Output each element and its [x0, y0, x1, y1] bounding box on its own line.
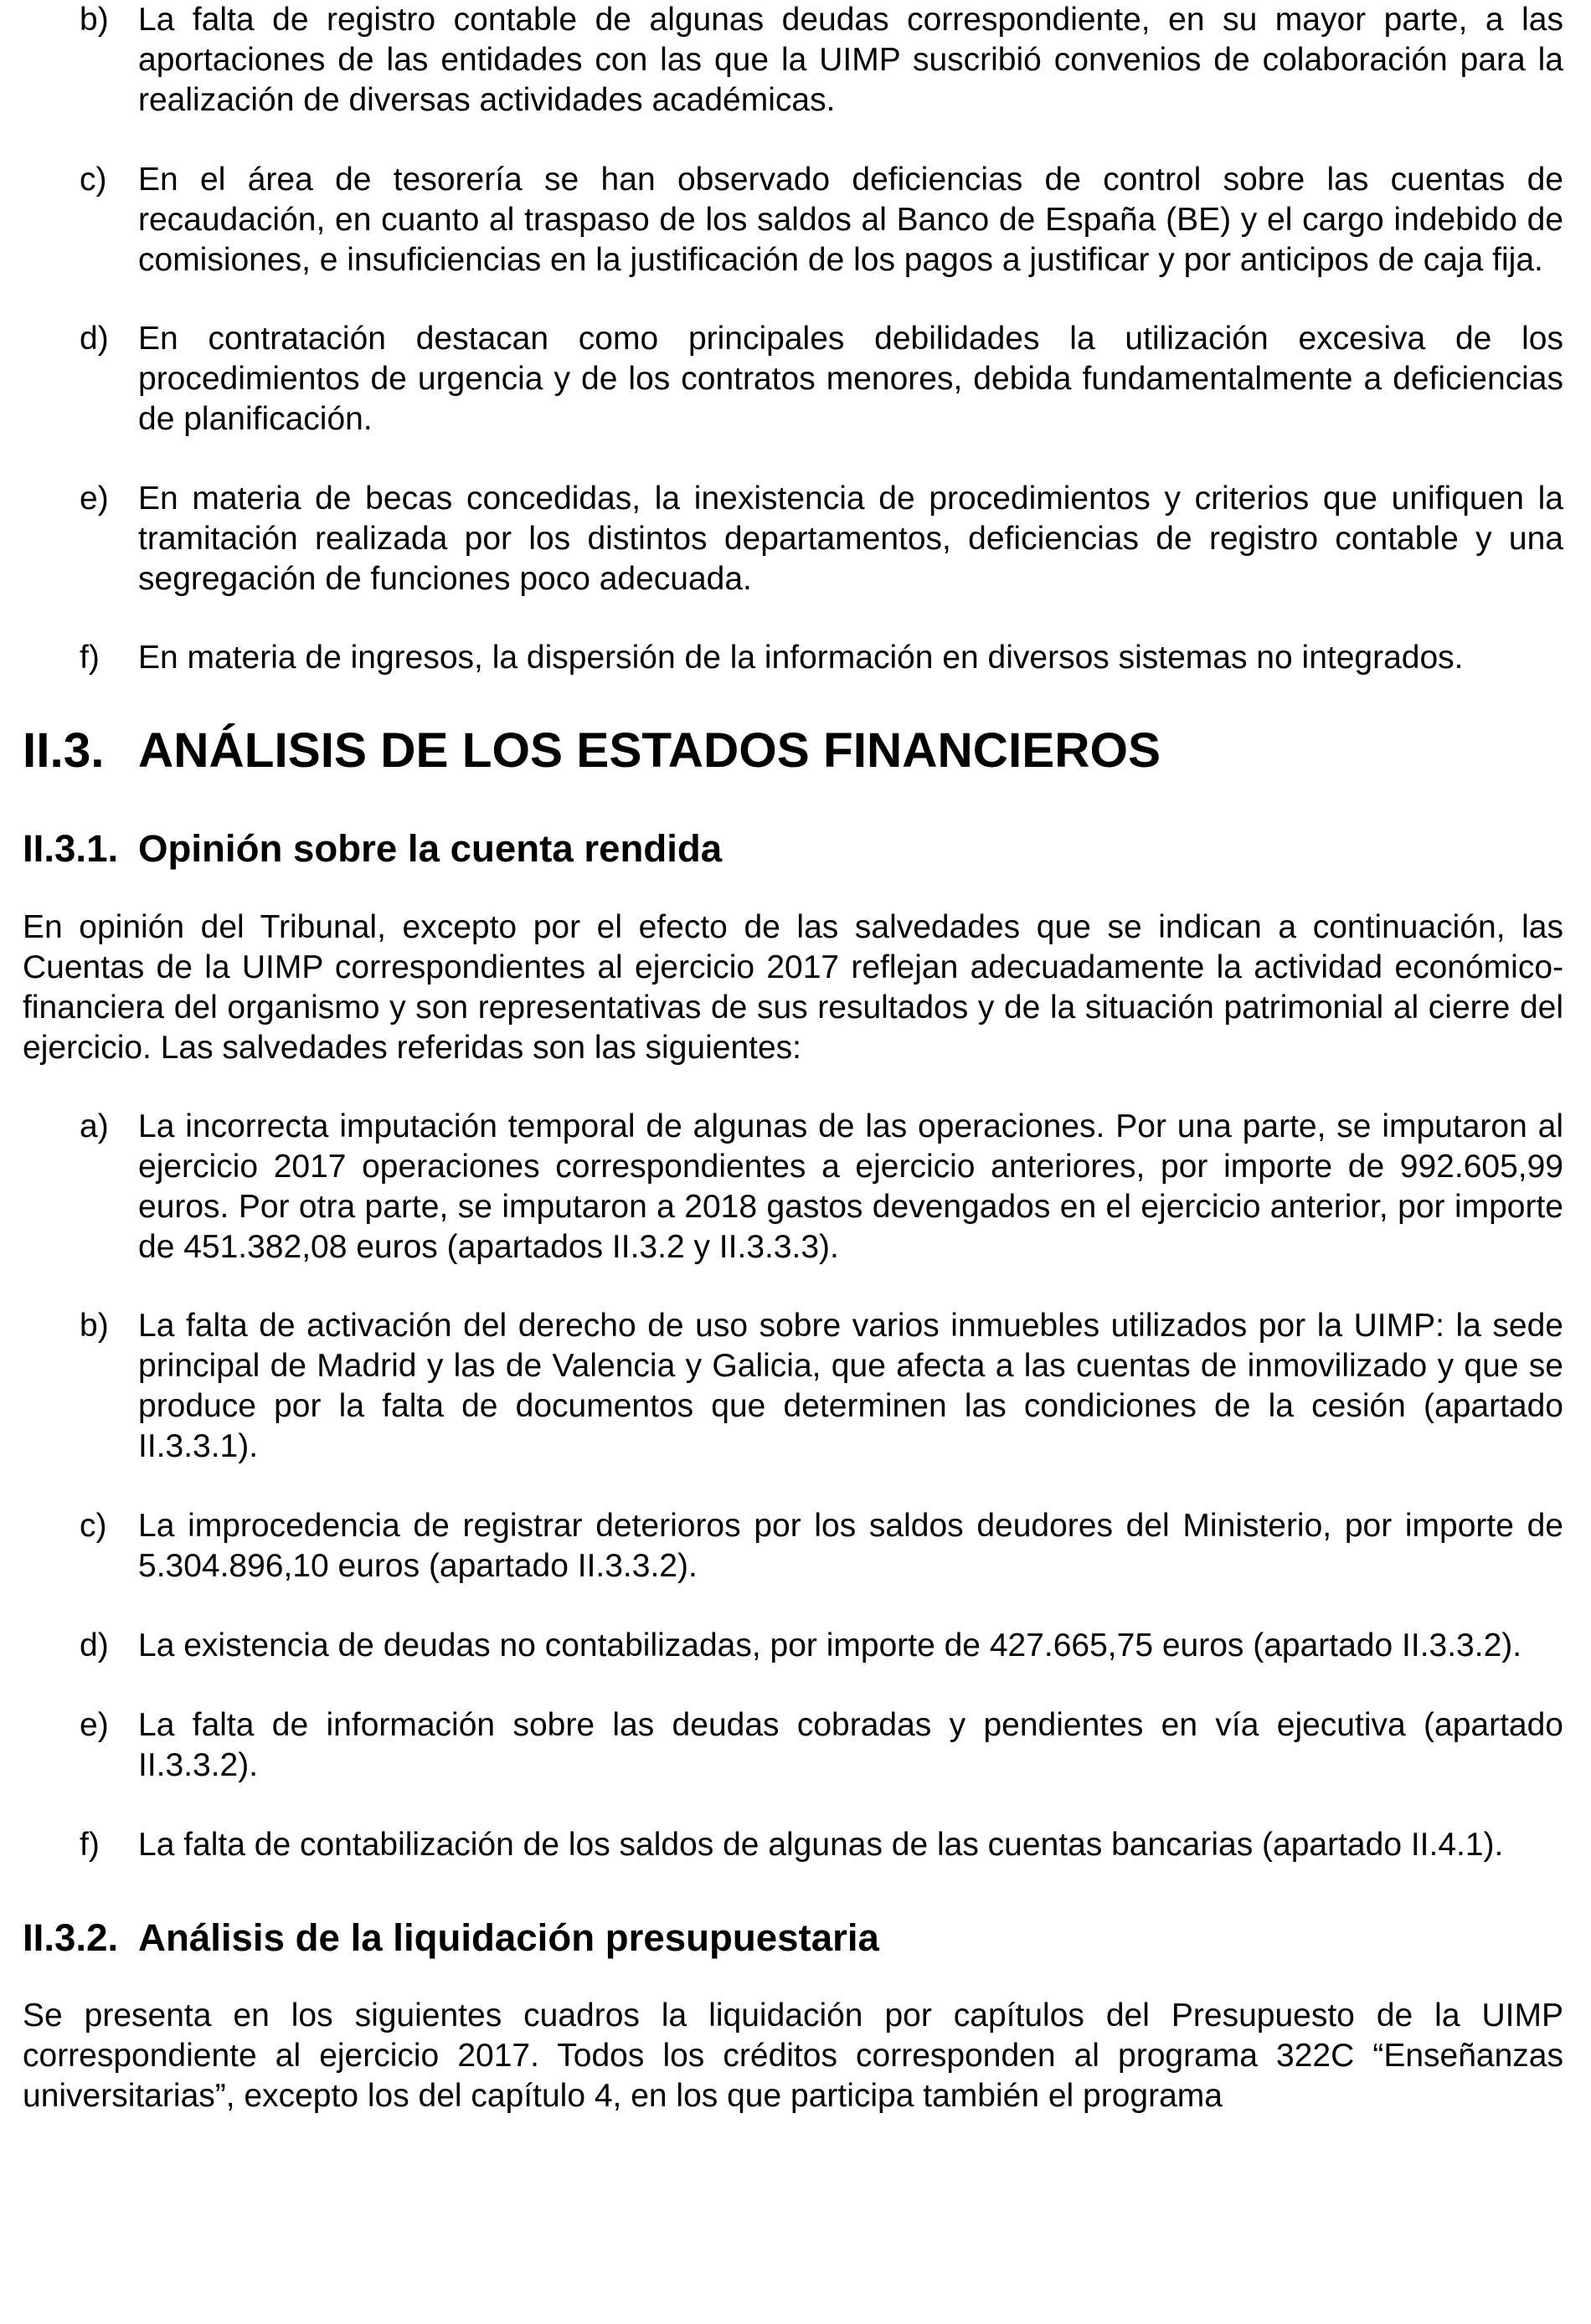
section-title: ANÁLISIS DE LOS ESTADOS FINANCIEROS — [138, 723, 1161, 778]
list-item-text: En materia de becas concedidas, la inexistencia de procedimientos y criterios que unifiquen la tramitación realizada por los distintos departamentos, deficiencias de registro contable y una segregación de funciones poco adecuada. — [138, 481, 1563, 597]
list-item-text: La incorrecta imputación temporal de algunas de las operaciones. Por una parte, se imputaron al ejercicio 2017 operaciones correspondientes a ejercicio anteriores, por importe de 992.605,99 euros. Por otra parte, se imputaron a 2018 gastos devengados en el ejercicio anterior, por importe de 451.382,08 euros (apartados II.3.2 y II.3.3.3). — [138, 1108, 1563, 1265]
list-marker: d) — [80, 321, 109, 357]
section-heading-2-3-1 — [23, 829, 1563, 869]
list-marker: f) — [80, 1827, 100, 1863]
list-item-text: La falta de activación del derecho de uso sobre varios inmuebles utilizados por la UIMP: la sede principal de Madrid y las de Valencia y Galicia, que afecta a las cuentas de inmovilizado y que se produce por la falta de documentos que determinen las condiciones de la cesión (apartado II.3.3.1). — [138, 1308, 1563, 1464]
budget-paragraph: Se presenta en los siguientes cuadros la liquidación por capítulos del Presupuesto de la UIMP correspondiente al ejercicio 2017. Todos los créditos corresponden al programa 322C “Enseñanzas universitarias”, excepto los del capítulo 4, en los que participa también el programa — [23, 1998, 1563, 2114]
list-item — [23, 319, 1563, 440]
list-marker: b) — [80, 1308, 109, 1344]
section-number: II.3. — [23, 723, 105, 778]
list-marker: c) — [80, 162, 107, 198]
list-item — [23, 1306, 1563, 1467]
section-number: II.3.1. — [23, 827, 119, 870]
list-marker: f) — [80, 640, 100, 676]
list-item — [23, 160, 1563, 280]
list-item — [23, 1506, 1563, 1586]
section-heading-2-3 — [23, 723, 1563, 778]
list-item-text: La existencia de deudas no contabilizadas, por importe de 427.665,75 euros (apartado II.3.3.2). — [138, 1627, 1522, 1663]
list-item-text: En materia de ingresos, la dispersión de la información en diversos sistemas no integrados. — [138, 640, 1464, 676]
list-item — [23, 638, 1563, 678]
list-marker: e) — [80, 481, 109, 517]
list-marker: a) — [80, 1108, 109, 1144]
section-heading-2-3-2 — [23, 1918, 1563, 1958]
list-marker: b) — [80, 2, 109, 38]
list-marker: d) — [80, 1627, 109, 1663]
list-item — [23, 1107, 1563, 1267]
list-marker: e) — [80, 1707, 109, 1743]
qualifications-list — [23, 1107, 1563, 1865]
section-title: Opinión sobre la cuenta rendida — [138, 827, 723, 870]
opinion-paragraph: En opinión del Tribunal, excepto por el efecto de las salvedades que se indican a continuación, las Cuentas de la UIMP correspondientes al ejercicio 2017 reflejan adecuadamente la actividad económico-financiera del organismo y son representativas de sus resultados y de la situación patrimonial al cierre del ejercicio. Las salvedades referidas son las siguientes: — [23, 909, 1563, 1066]
document-page — [23, 0, 1563, 2116]
list-item-text: La improcedencia de registrar deterioros por los saldos deudores del Ministerio, por importe de 5.304.896,10 euros (apartado II.3.3.2). — [138, 1508, 1563, 1584]
list-item-text: La falta de información sobre las deudas cobradas y pendientes en vía ejecutiva (apartado II.3.3.2). — [138, 1707, 1563, 1783]
list-item-text: En contratación destacan como principales debilidades la utilización excesiva de los procedimientos de urgencia y de los contratos menores, debida fundamentalmente a deficiencias de planificación. — [138, 321, 1563, 437]
list-item-text: La falta de registro contable de algunas deudas correspondiente, en su mayor parte, a las aportaciones de las entidades con las que la UIMP suscribió convenios de colaboración para la realización de diversas actividades académicas. — [138, 2, 1563, 118]
list-item — [23, 1626, 1563, 1666]
list-item-text: La falta de contabilización de los saldos de algunas de las cuentas bancarias (apartado II.4.1). — [138, 1827, 1504, 1863]
section-number: II.3.2. — [23, 1916, 119, 1959]
list-item — [23, 1825, 1563, 1865]
list-marker: c) — [80, 1508, 107, 1544]
list-item — [23, 1705, 1563, 1786]
list-item — [23, 479, 1563, 599]
section-title: Análisis de la liquidación presupuestaria — [138, 1916, 879, 1959]
list-item — [23, 0, 1563, 121]
deficiencies-list — [23, 0, 1563, 678]
list-item-text: En el área de tesorería se han observado deficiencias de control sobre las cuentas de recaudación, en cuanto al traspaso de los saldos al Banco de España (BE) y el cargo indebido de comisiones, e insuficiencias en la justificación de los pagos a justificar y por anticipos de caja fija. — [138, 162, 1563, 278]
